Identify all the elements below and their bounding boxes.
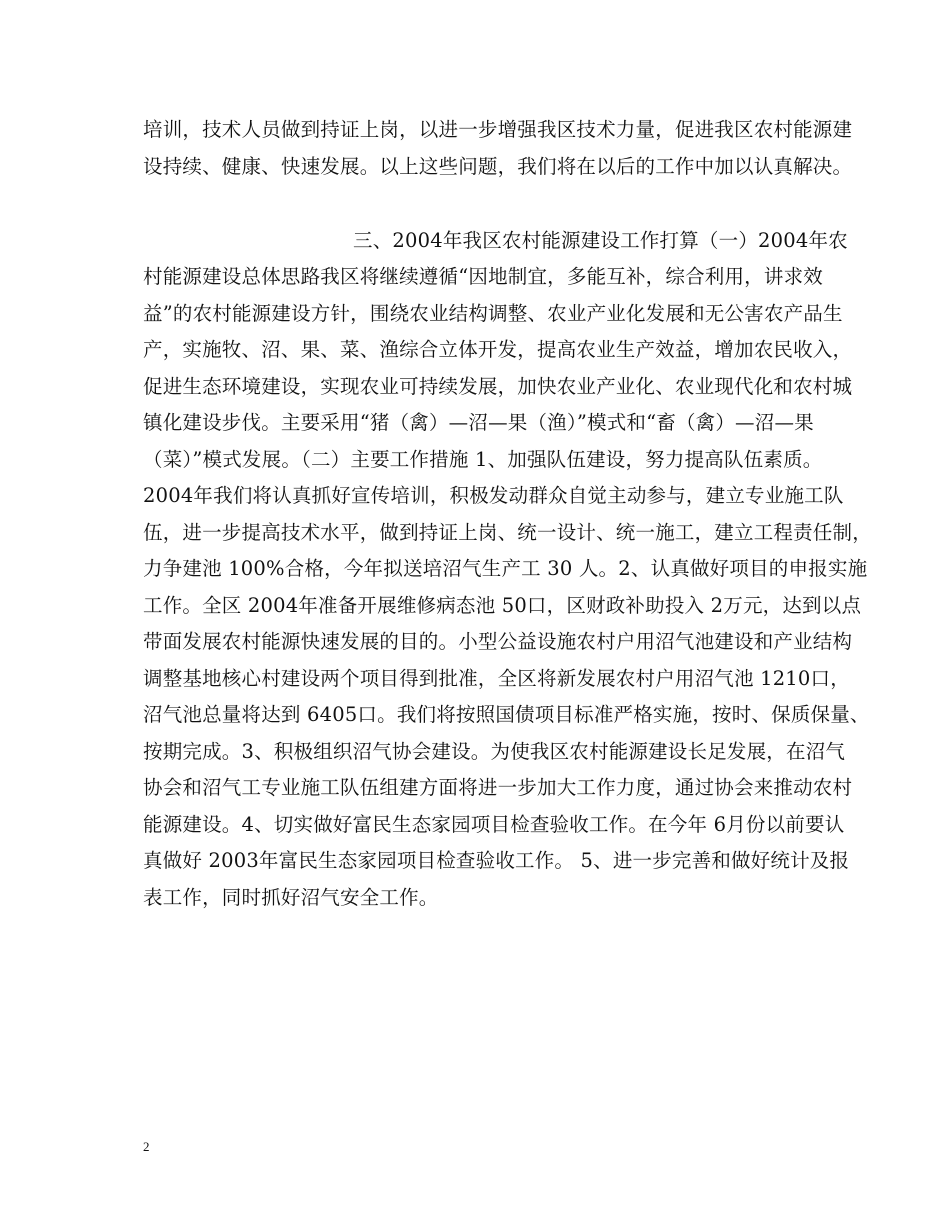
text-line: 协会和沼气工专业施工队伍组建方面将进一步加大工作力度，通过协会来推动农村 bbox=[143, 776, 853, 799]
text-line: 促进生态环境建设，实现农业可持续发展，加快农业产业化、农业现代化和农村城 bbox=[143, 375, 853, 398]
text-line: 带面发展农村能源快速发展的目的。小型公益设施农村户用沼气池建设和产业结构 bbox=[143, 630, 853, 653]
page-number: 2 bbox=[143, 1139, 150, 1154]
text-line: 真做好 2003年富民生态家园项目检查验收工作。 5、进一步完善和做好统计及报 bbox=[143, 849, 850, 872]
text-line: 表工作，同时抓好沼气安全工作。 bbox=[143, 886, 439, 909]
text-line: 镇化建设步伐。主要采用“猪（禽）—沼—果（渔）”模式和“畜（禽）—沼—果 bbox=[143, 411, 814, 434]
text-line: 能源建设。4、切实做好富民生态家园项目检查验收工作。在今年 6月份以前要认 bbox=[143, 813, 845, 836]
text-line: 设持续、健康、快速发展。以上这些问题，我们将在以后的工作中加以认真解决。 bbox=[143, 155, 853, 178]
text-line: 力争建池 100%合格，今年拟送培沼气生产工 30 人。2、认真做好项目的申报实施 bbox=[143, 557, 868, 580]
text-line: 调整基地核心村建设两个项目得到批准，全区将新发展农村户用沼气池 1210口， bbox=[143, 667, 850, 690]
section-heading-line: 三、2004年我区农村能源建设工作打算（一）2004年农 bbox=[353, 229, 848, 252]
text-line: 沼气池总量将达到 6405口。我们将按照国债项目标准严格实施，按时、保质保量、 bbox=[143, 703, 870, 726]
text-line: 村能源建设总体思路我区将继续遵循“因地制宜，多能互补，综合利用，讲求效 bbox=[143, 265, 823, 288]
text-line: 伍，进一步提高技术水平，做到持证上岗、统一设计、统一施工，建立工程责任制， bbox=[143, 521, 872, 544]
text-line: 按期完成。3、积极组织沼气协会建设。为使我区农村能源建设长足发展，在沼气 bbox=[143, 740, 846, 763]
text-line: 产，实施牧、沼、果、菜、渔综合立体开发，提高农业生产效益，增加农民收入， bbox=[143, 338, 853, 361]
text-line: 益”的农村能源建设方针，围绕农业结构调整、农业产业化发展和无公害农产品生 bbox=[143, 302, 843, 325]
text-line: 工作。全区 2004年准备开展维修病态池 50口，区财政补助投入 2万元，达到以点 bbox=[143, 594, 862, 617]
text-line: （菜）”模式发展。（二）主要工作措施 1、加强队伍建设，努力提高队伍素质。 bbox=[143, 448, 823, 471]
text-line: 2004年我们将认真抓好宣传培训，积极发动群众自觉主动参与，建立专业施工队 bbox=[143, 484, 844, 507]
text-line: 培训，技术人员做到持证上岗，以进一步增强我区技术力量，促进我区农村能源建 bbox=[143, 118, 853, 141]
